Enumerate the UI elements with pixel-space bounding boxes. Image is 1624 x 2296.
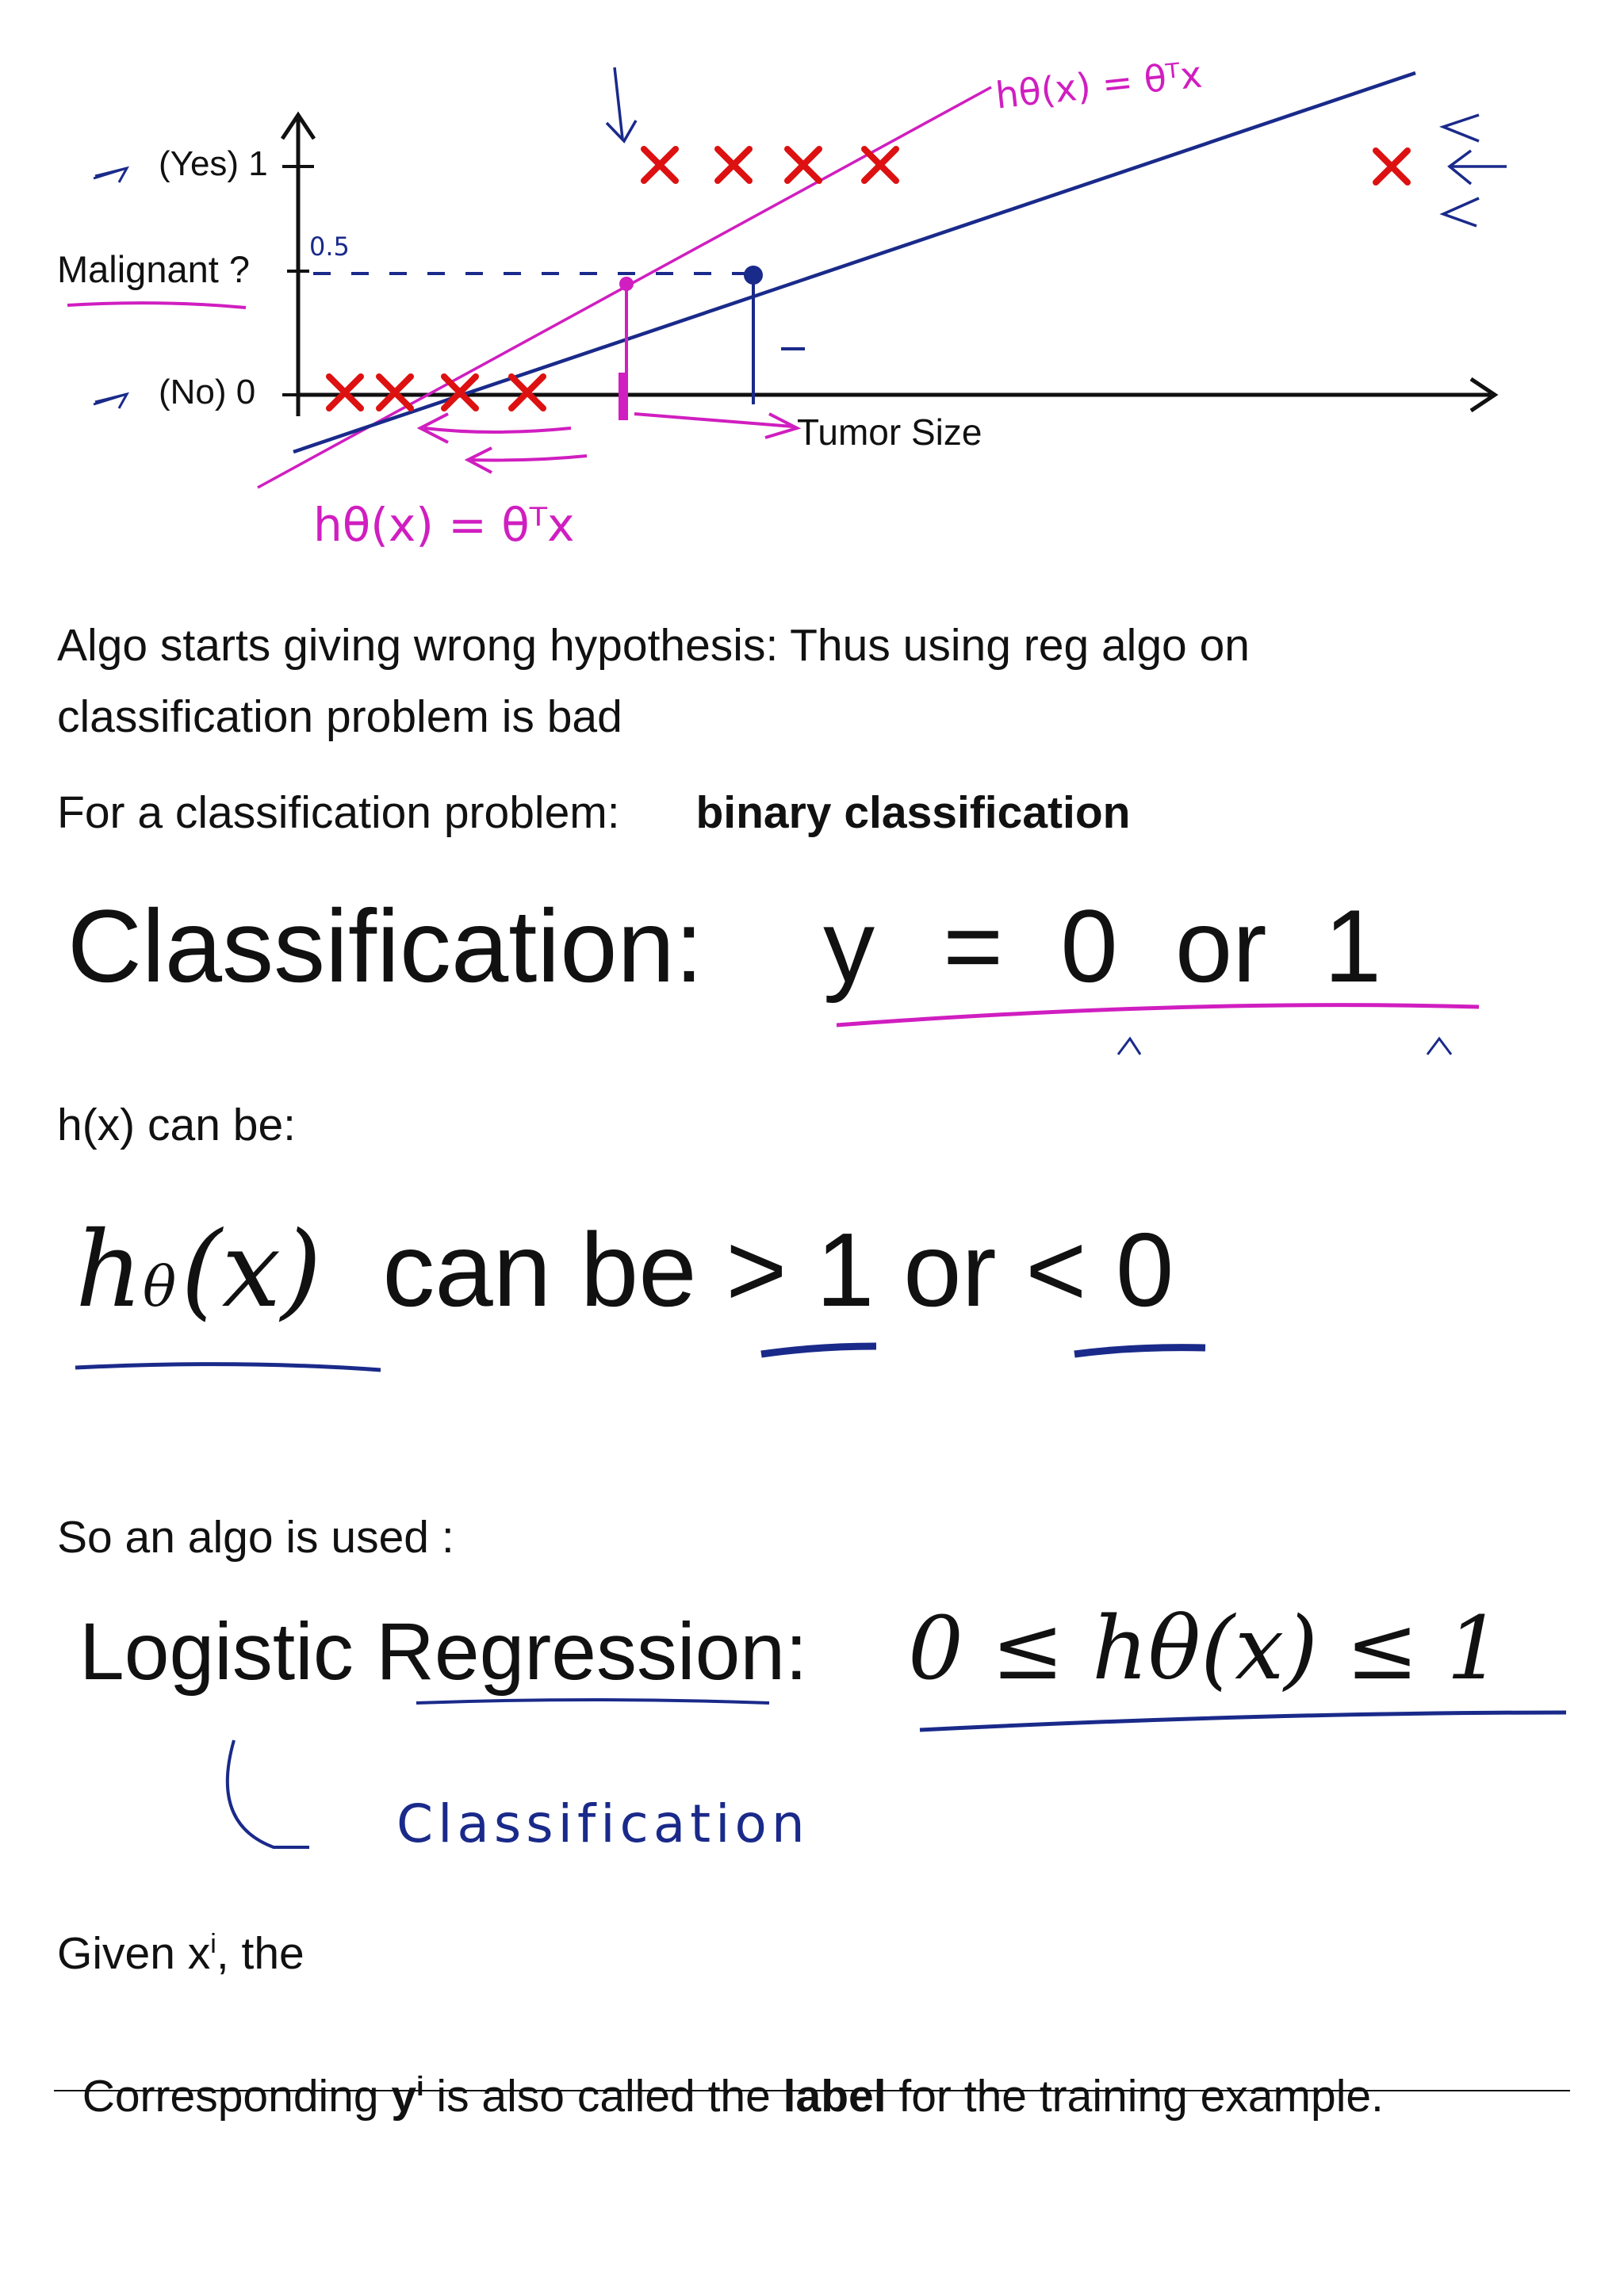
yes-label: (Yes) 1 — [159, 144, 268, 183]
paragraph1-line2: classification problem is bad — [57, 691, 622, 742]
x-marker — [864, 149, 896, 181]
hypothesis-note-top: hθ(x) = θᵀx — [993, 52, 1205, 117]
x-marker — [787, 149, 819, 181]
blue-intersection-dot — [744, 266, 763, 285]
hx-theta: θ — [143, 1254, 177, 1319]
paragraph2-bold: binary classification — [695, 787, 1131, 838]
hypothesis-note-bottom: hθ(x) = θᵀx — [313, 498, 575, 552]
no-label: (No) 0 — [159, 373, 256, 411]
label-y: y — [391, 2070, 417, 2122]
x-marker — [329, 377, 361, 408]
classification-eq-y: y — [823, 888, 875, 1004]
malignant-label: Malignant ? — [57, 248, 250, 290]
red-x-markers-yes — [644, 149, 1408, 182]
x-marker — [718, 149, 749, 181]
classification-eq-underline — [837, 1005, 1479, 1025]
x-marker — [1376, 151, 1408, 182]
hx-rest: can be > 1 or < 0 — [382, 1211, 1174, 1328]
given-line — [57, 1929, 304, 1979]
pointer-arrow-right-3 — [1443, 198, 1479, 226]
label-bold: label — [783, 2070, 887, 2122]
label-line — [57, 2022, 1384, 2121]
hx-underline — [75, 1364, 381, 1370]
lt0-underline — [1074, 1348, 1205, 1354]
classification-eq-rest: = 0 or 1 — [943, 888, 1382, 1004]
x-axis-label: Tumor Size — [797, 411, 982, 453]
paragraph2-prefix: For a classification problem: — [57, 787, 620, 838]
paragraph2 — [57, 788, 1131, 838]
malignant-underline — [67, 303, 246, 308]
given-sup: i — [210, 1929, 216, 1959]
caret-under-0 — [1118, 1039, 1140, 1054]
label-suffix: for the training example. — [886, 2070, 1384, 2122]
label-middle: is also called the — [423, 2070, 783, 2122]
magenta-axis-mark — [619, 373, 626, 420]
magenta-arrow-left-2 — [468, 456, 587, 460]
x-marker — [511, 377, 543, 408]
classification-hook — [228, 1740, 309, 1847]
caret-under-1 — [1427, 1039, 1451, 1054]
magenta-intersection-dot — [619, 277, 634, 291]
magenta-arrow-left — [424, 428, 571, 432]
hx-line: h(x) can be: — [57, 1100, 296, 1150]
magenta-arrow-right — [634, 414, 793, 427]
regression-underline — [416, 1700, 769, 1703]
x-marker — [644, 149, 676, 181]
algo-line: So an algo is used : — [57, 1512, 454, 1563]
paragraph1-line1: Algo starts giving wrong hypothesis: Thus using reg algo on — [57, 620, 1250, 671]
logistic-formula: 0 ≤ hθ(x) ≤ 1 — [908, 1598, 1503, 1699]
threshold-note: 0.5 — [309, 232, 350, 262]
formula-underline — [920, 1712, 1566, 1730]
classification-text: Classification: — [67, 888, 703, 1004]
x-marker — [379, 377, 411, 408]
hx-h: h — [75, 1209, 144, 1331]
classification-handwritten-note: Classification — [396, 1793, 810, 1854]
gt1-underline — [761, 1346, 876, 1354]
classification-slide — [67, 886, 1381, 1005]
label-prefix: Corresponding — [82, 2070, 392, 2122]
pointer-arrow-right-1 — [1443, 115, 1479, 141]
given-suffix: , the — [216, 1928, 304, 1979]
pointer-arrow-down — [615, 67, 622, 139]
hx-x: (x) — [181, 1209, 322, 1331]
logistic-label: Logistic Regression: — [79, 1606, 808, 1697]
label-y-sup: i — [416, 2071, 424, 2102]
given-prefix: Given x — [57, 1928, 211, 1979]
hx-slide — [75, 1209, 1174, 1331]
